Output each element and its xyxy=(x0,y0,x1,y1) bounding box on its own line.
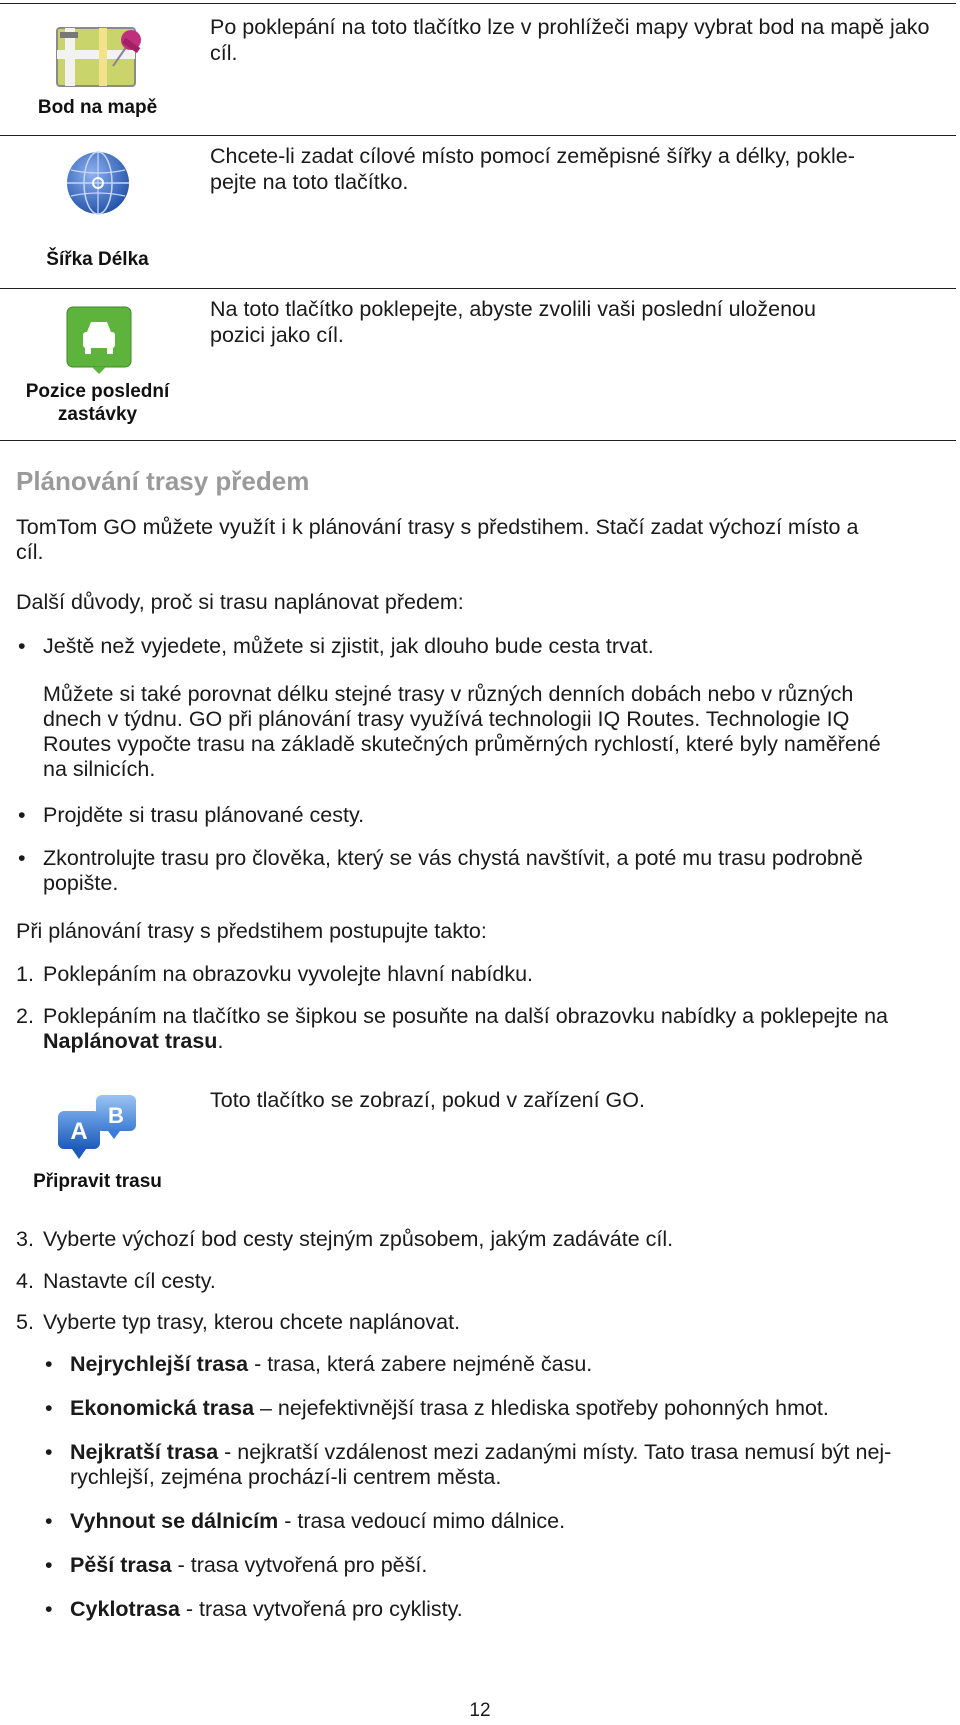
steps-intro: Při plánování trasy s předstihem postupujte takto: xyxy=(16,919,487,943)
bullet: • xyxy=(18,634,26,658)
reasons-paragraph: Další důvody, proč si trasu naplánovat předem: xyxy=(16,590,464,614)
step-number: 1. xyxy=(16,962,34,986)
step-number: 5. xyxy=(16,1310,34,1334)
step-number: 3. xyxy=(16,1227,34,1251)
map-pin-icon[interactable] xyxy=(55,24,149,88)
button-label: Pozice poslední zastávky xyxy=(25,381,170,425)
globe-icon[interactable] xyxy=(65,150,131,216)
list-item: Zkontrolujte trasu pro člověka, který se vás chystá navštívit, a poté mu trasu podrobně popište. xyxy=(43,846,863,895)
step-item: Vyberte výchozí bod cesty stejným způsobem, jakým zadáváte cíl. xyxy=(43,1227,674,1251)
divider xyxy=(0,440,956,441)
item-description: Po poklepání na toto tlačítko lze v prohlížeči mapy vybrat bod na mapě jako cíl. xyxy=(210,15,930,65)
bullet: • xyxy=(45,1396,53,1420)
bullet: • xyxy=(18,846,26,870)
route-type-item: Ekonomická trasa – nejefektivnější trasa z hlediska spotřeby pohonných hmot. xyxy=(70,1396,829,1420)
bullet: • xyxy=(45,1352,53,1376)
list-item-continuation: Můžete si také porovnat délku stejné trasy v různých denních dobách nebo v různých dnech v týdnu. GO při plánování trasy využívá technologii IQ Routes. Technologie IQ Routes vypočte trasu na základě skutečných průměrných rychlostí, které byly naměřené na silnicích. xyxy=(43,682,881,781)
svg-text:B: B xyxy=(108,1103,124,1128)
route-type-item: Vyhnout se dálnicím - trasa vedoucí mimo dálnice. xyxy=(70,1509,566,1533)
item-description: Toto tlačítko se zobrazí, pokud v zařízení GO. xyxy=(210,1088,645,1112)
step-number: 2. xyxy=(16,1004,34,1028)
bullet: • xyxy=(45,1597,53,1621)
route-type-item: Pěší trasa - trasa vytvořená pro pěší. xyxy=(70,1553,428,1577)
route-type-item: Nejrychlejší trasa - trasa, která zabere nejméně času. xyxy=(70,1352,593,1376)
divider xyxy=(0,3,956,4)
bullet: • xyxy=(18,803,26,827)
route-type-item: Cyklotrasa - trasa vytvořená pro cyklisty. xyxy=(70,1597,463,1621)
step-item: Poklepáním na tlačítko se šipkou se posuňte na další obrazovku nabídky a poklepejte na Naplánovat trasu. xyxy=(43,1004,889,1053)
car-icon[interactable] xyxy=(66,306,132,374)
item-description: Na toto tlačítko poklepejte, abyste zvolili vaši poslední uloženou pozici jako cíl. xyxy=(210,297,816,347)
step-item: Vyberte typ trasy, kterou chcete naplánovat. xyxy=(43,1310,461,1334)
bullet: • xyxy=(45,1509,53,1533)
step-item: Nastavte cíl cesty. xyxy=(43,1269,216,1293)
button-label: Bod na mapě xyxy=(37,97,158,118)
intro-paragraph: TomTom GO můžete využít i k plánování trasy s předstihem. Stačí zadat výchozí místo a cíl. xyxy=(16,515,859,564)
step-number: 4. xyxy=(16,1269,34,1293)
route-type-item: Nejkratší trasa - nejkratší vzdálenost mezi zadanými místy. Tato trasa nemusí být nej- rychlejší, zejména prochází-li centrem města. xyxy=(70,1440,892,1489)
divider xyxy=(0,135,956,136)
button-label: Šířka Délka xyxy=(46,249,149,270)
svg-text:A: A xyxy=(70,1118,88,1145)
bullet: • xyxy=(45,1440,53,1464)
list-item: Projděte si trasu plánované cesty. xyxy=(43,803,365,827)
plan-route-icon[interactable] xyxy=(56,1093,146,1165)
item-description: Chcete-li zadat cílové místo pomocí zeměpisné šířky a délky, pokle- pejte na toto tlačítko. xyxy=(210,144,855,194)
page-number: 12 xyxy=(469,1700,491,1721)
divider xyxy=(0,288,956,289)
step-item: Poklepáním na obrazovku vyvolejte hlavní nabídku. xyxy=(43,962,534,986)
section-heading: Plánování trasy předem xyxy=(16,466,310,496)
list-item: Ještě než vyjedete, můžete si zjistit, jak dlouho bude cesta trvat. xyxy=(43,634,654,658)
bullet: • xyxy=(45,1553,53,1577)
button-label: Připravit trasu xyxy=(33,1171,162,1192)
